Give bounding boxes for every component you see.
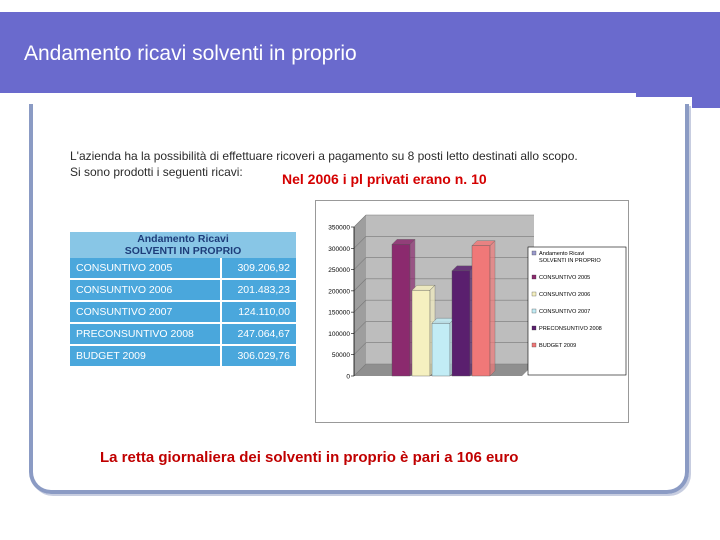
bar-side xyxy=(490,241,495,376)
y-tick-label: 200000 xyxy=(328,288,350,296)
table-header xyxy=(70,232,296,258)
intro-line-1: L'azienda ha la possibilità di effettuare ricoveri a pagamento su 8 posti letto destinati allo scopo. xyxy=(70,149,578,163)
y-tick-label: 50000 xyxy=(331,352,350,360)
legend-label: CONSUNTIVO 2006 xyxy=(539,292,591,298)
legend-label: CONSUNTIVO 2007 xyxy=(539,309,591,315)
table-row xyxy=(70,345,296,367)
table-row xyxy=(70,258,296,279)
table-row-label: CONSUNTIVO 2006 xyxy=(70,279,221,301)
bar xyxy=(472,246,490,376)
title-underline xyxy=(0,93,636,97)
table-row-label: BUDGET 2009 xyxy=(70,345,221,367)
table-row xyxy=(70,301,296,323)
table-header-line-2: SOLVENTI IN PROPRIO xyxy=(124,245,242,257)
title-accent xyxy=(692,12,720,108)
legend-label: BUDGET 2009 xyxy=(539,343,577,349)
legend-swatch xyxy=(532,309,536,313)
bar-chart xyxy=(315,200,629,423)
bar xyxy=(392,244,410,376)
legend-swatch xyxy=(532,251,536,255)
table-row xyxy=(70,279,296,301)
table-row-value: 306.029,76 xyxy=(221,345,296,367)
table-row-label: CONSUNTIVO 2005 xyxy=(70,258,221,279)
intro-line-2: Si sono prodotti i seguenti ricavi: xyxy=(70,165,243,179)
table-row xyxy=(70,323,296,345)
slide-title: Andamento ricavi solventi in proprio xyxy=(24,42,357,65)
y-tick-label: 100000 xyxy=(328,330,350,338)
revenue-table xyxy=(70,232,296,368)
table-row-value: 247.064,67 xyxy=(221,323,296,345)
legend-label: SOLVENTI IN PROPRIO xyxy=(539,258,601,264)
legend-label: CONSUNTIVO 2005 xyxy=(539,275,591,281)
y-tick-label: 350000 xyxy=(328,224,350,232)
table-row-label: PRECONSUNTIVO 2008 xyxy=(70,323,221,345)
table-row-value: 309.206,92 xyxy=(221,258,296,279)
legend-swatch xyxy=(532,326,536,330)
y-tick-label: 250000 xyxy=(328,267,350,275)
chart-side-wall xyxy=(354,215,366,376)
table-row-value: 201.483,23 xyxy=(221,279,296,301)
bar xyxy=(452,271,470,376)
legend-swatch xyxy=(532,275,536,279)
table-row-value: 124.110,00 xyxy=(221,301,296,323)
bar xyxy=(432,323,450,376)
y-tick-label: 300000 xyxy=(328,245,350,253)
highlight-note: Nel 2006 i pl privati erano n. 10 xyxy=(282,171,487,187)
legend-swatch xyxy=(532,343,536,347)
table-row-label: CONSUNTIVO 2007 xyxy=(70,301,221,323)
table-header-line-1: Andamento Ricavi xyxy=(137,233,229,245)
y-tick-label: 0 xyxy=(346,373,350,381)
legend-label: PRECONSUNTIVO 2008 xyxy=(539,326,602,332)
bar-chart-svg xyxy=(316,201,628,422)
bar xyxy=(412,290,430,376)
y-tick-label: 150000 xyxy=(328,309,350,317)
legend-label: Andamento Ricavi xyxy=(539,251,585,257)
footer-note: La retta giornaliera dei solventi in proprio è pari a 106 euro xyxy=(100,449,519,466)
legend-swatch xyxy=(532,292,536,296)
